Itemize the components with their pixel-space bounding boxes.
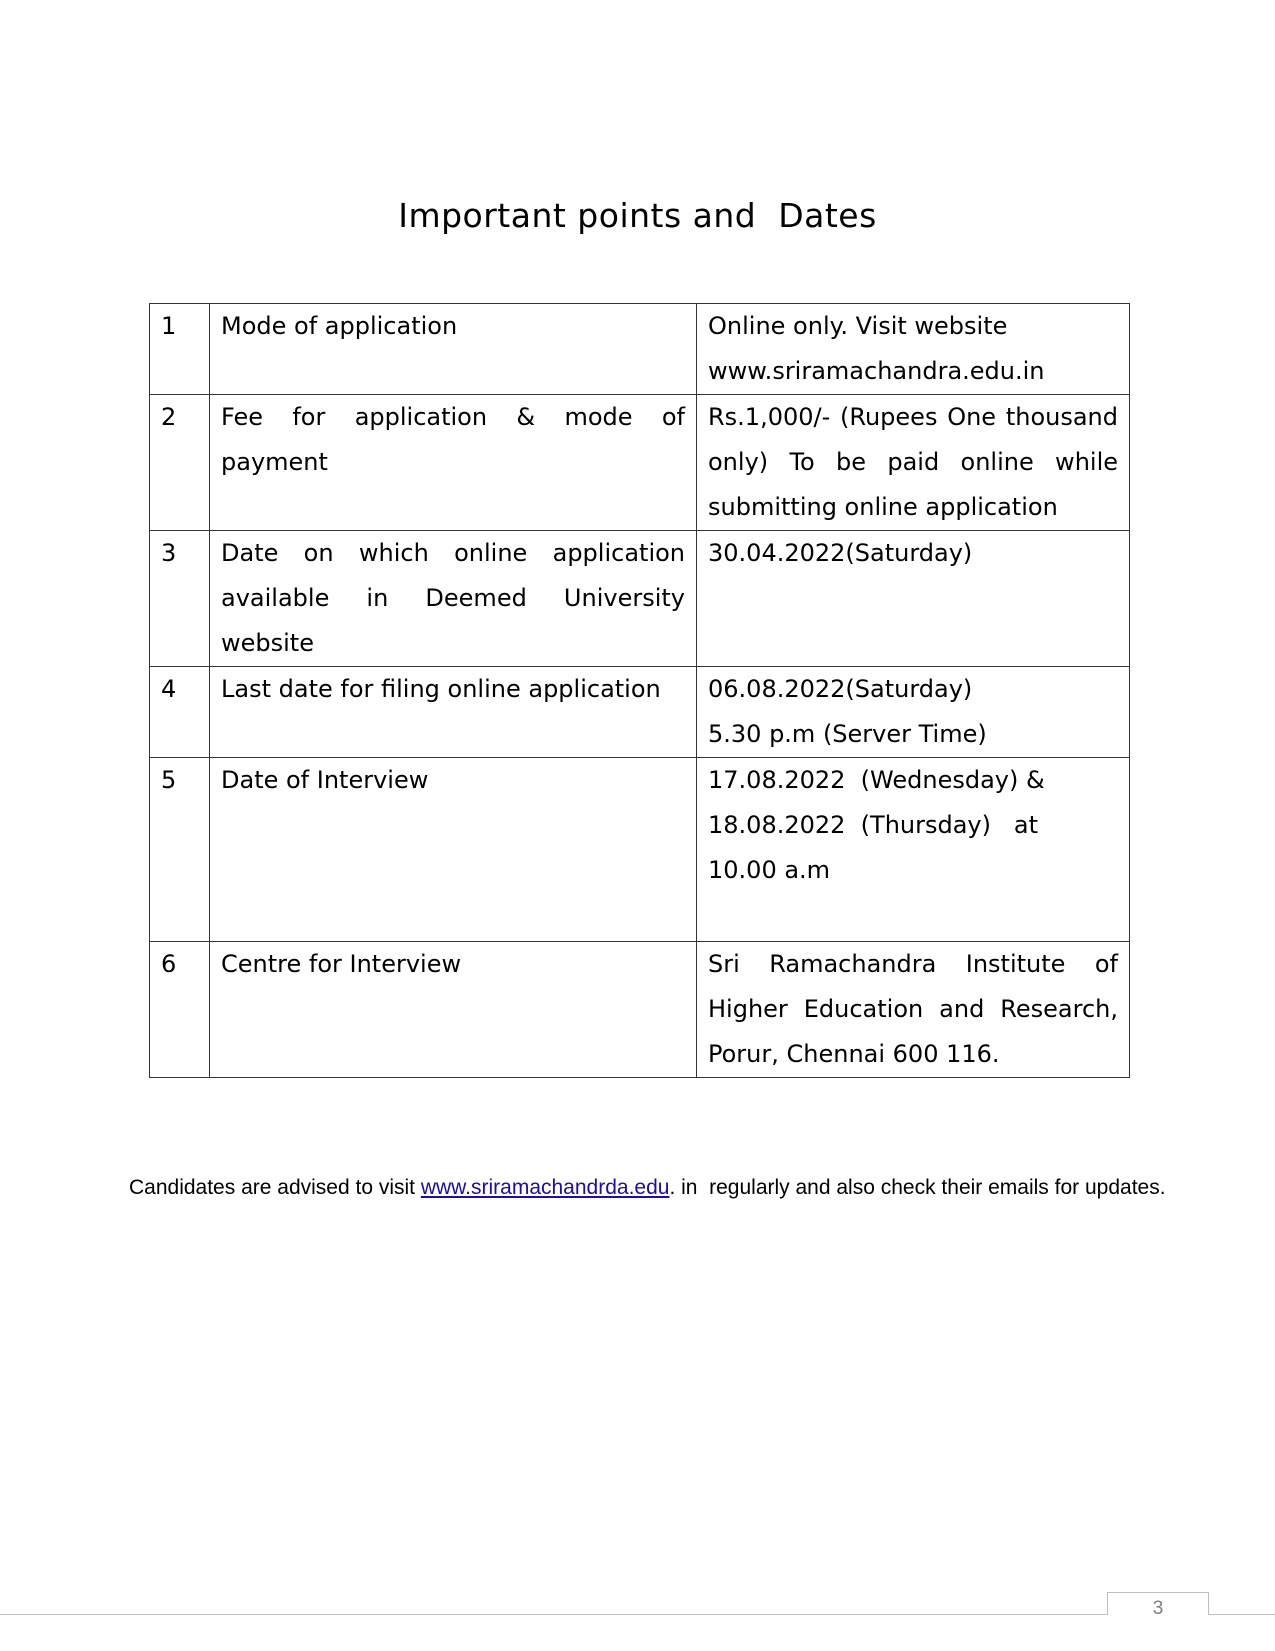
- page-title: Important points and Dates: [398, 196, 877, 235]
- footer-note-prefix: Candidates are advised to visit: [129, 1176, 421, 1199]
- table-row-mode-of-application: [150, 304, 1130, 395]
- row-number: 5: [150, 758, 210, 942]
- row-value-line: 10.00 a.m: [708, 856, 831, 884]
- row-number: 3: [150, 531, 210, 667]
- row-value: Sri Ramachandra Institute of Higher Education and Research, Porur, Chennai 600 116.: [697, 942, 1130, 1078]
- row-value-line: 30.04.2022(Saturday): [708, 539, 973, 567]
- page-number: 3: [1107, 1592, 1209, 1615]
- website-link[interactable]: www.sriramachandrda.edu: [420, 1176, 670, 1199]
- row-label: Mode of application: [210, 304, 697, 395]
- row-value: [697, 531, 1130, 667]
- row-value-line: 18.08.2022 (Thursday) at: [708, 811, 1038, 839]
- row-value-line: 5.30 p.m (Server Time): [708, 720, 987, 748]
- row-value-line: 17.08.2022 (Wednesday) &: [708, 766, 1045, 794]
- row-label: Fee for application & mode of payment: [210, 395, 697, 531]
- row-label: Centre for Interview: [210, 942, 697, 1078]
- footer-note: [129, 1176, 1179, 1200]
- row-number: 4: [150, 667, 210, 758]
- row-value: Rs.1,000/- (Rupees One thousand only) To be paid online while submitting online application: [697, 395, 1130, 531]
- footer-note-suffix: . in regularly and also check their emails for updates.: [669, 1176, 1166, 1199]
- row-value-line: www.sriramachandra.edu.in: [708, 357, 1045, 385]
- row-number: 2: [150, 395, 210, 531]
- table-row-last-date: [150, 667, 1130, 758]
- row-value: [697, 667, 1130, 758]
- table-row-interview-date: [150, 758, 1130, 942]
- row-number: 1: [150, 304, 210, 395]
- table-row-application-available-date: [150, 531, 1130, 667]
- row-label: Date on which online application available in Deemed University website: [210, 531, 697, 667]
- row-value-line: 06.08.2022(Saturday): [708, 675, 973, 703]
- footer-rule: [0, 1614, 1275, 1615]
- row-label: Last date for filing online application: [210, 667, 697, 758]
- table-row-interview-centre: [150, 942, 1130, 1078]
- important-dates-table: [149, 303, 1130, 1078]
- row-value-line: Online only. Visit website: [708, 312, 1008, 340]
- row-value: [697, 304, 1130, 395]
- table-row-fee: [150, 395, 1130, 531]
- row-number: 6: [150, 942, 210, 1078]
- row-label: Date of Interview: [210, 758, 697, 942]
- row-value: [697, 758, 1130, 942]
